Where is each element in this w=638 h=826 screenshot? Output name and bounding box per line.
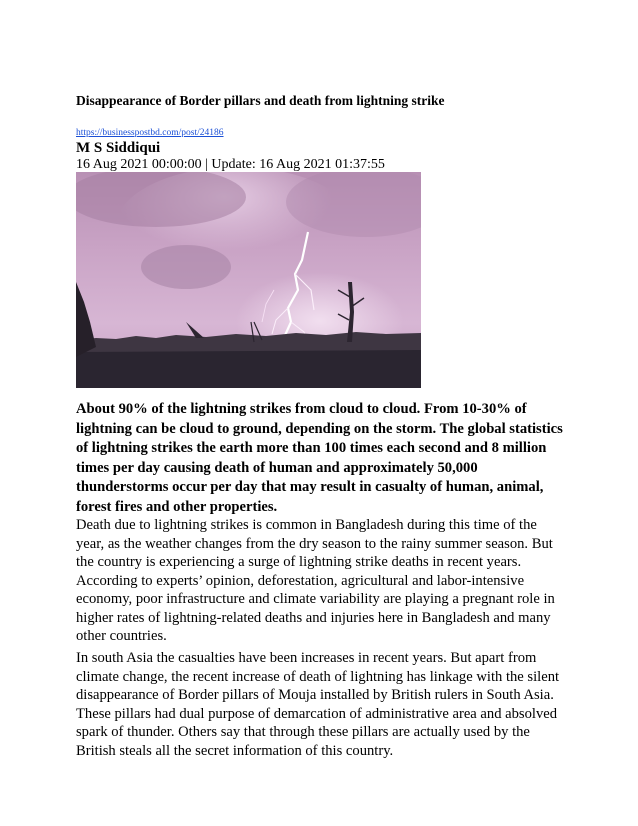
lightning-photo: [76, 172, 421, 388]
article-paragraph: In south Asia the casualties have been increases in recent years. But apart from climate change, the recent increase of death of lightning has linkage with the silent disappearance of Border pillars of Mouja installed by British rulers in South Asia. These pillars had dual purpose of demarcation of administrative area and absolved spark of thunder. Others say that through these pillars are actually used by the British steals all the secret information of this country.: [76, 650, 560, 759]
article-paragraph: Death due to lightning strikes is common in Bangladesh during this time of the year, as the weather changes from the dry season to the rainy summer season. But the country is experiencing a surge of lightning strike deaths in recent years. According to experts’ opinion, deforestation, agricultural and labor-intensive economy, poor infrastructure and climate variability are playing a pregnant role in higher rates of lightning-related deaths and injuries here in Bangladesh and many other countries.: [76, 517, 555, 644]
article-title: Disappearance of Border pillars and death from lightning strike: [76, 93, 445, 108]
article-lead: About 90% of the lightning strikes from cloud to cloud. From 10-30% of lightning can be cloud to ground, depending on the storm. The global statistics of lightning strikes the earth more than 100 times each second and 8 million times per day causing death of human and approximately 50,000 thunderstorms occur per day that may result in casualty of human, animal, forest fires and other properties.: [76, 401, 563, 515]
author-name: M S Siddiqui: [76, 140, 161, 156]
article-dateline: 16 Aug 2021 00:00:00 | Update: 16 Aug 2021 01:37:55: [76, 157, 385, 172]
source-link[interactable]: https://businesspostbd.com/post/24186: [76, 128, 224, 138]
